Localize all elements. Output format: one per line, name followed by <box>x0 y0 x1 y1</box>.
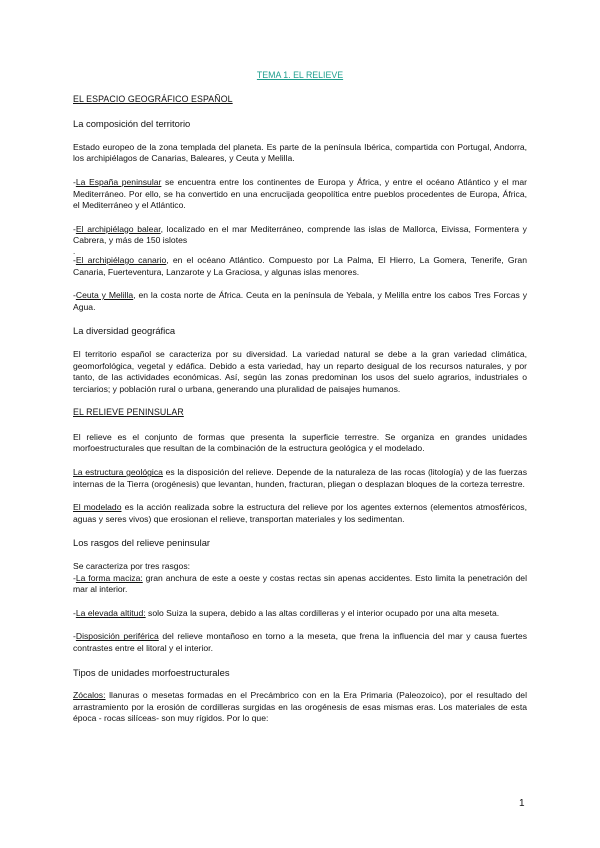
subheading-rasgos: Los rasgos del relieve peninsular <box>73 537 211 549</box>
paragraph-zocalos: Zócalos: llanuras o mesetas formadas en el Precámbrico con en la Era Primaria (Paleozoico), por el resultado del arrastramiento por la erosión de cordilleras surgidas en las orogénesis de esas mismas eras. Los materiales de esta época - rocas silíceas- son muy rígidos. Por lo que: <box>73 690 527 724</box>
paragraph-espana-peninsular: -La España peninsular se encuentra entre los continentes de Europa y África, y entre el océano Atlántico y el mar Mediterráneo. Por ello, se ha convertido en una encrucijada geopolítica entre pueblos procedentes de Europa, África, el Mediterráneo y el Atlántico. <box>73 176 527 211</box>
subheading-composicion: La composición del territorio <box>73 118 191 130</box>
term-ceuta-melilla: Ceuta y Melilla <box>75 290 134 301</box>
term-archipielago-balear: El archipiélago balear <box>75 223 161 234</box>
term-disposicion-periferica: Disposición periférica <box>75 631 159 642</box>
page-number: 1 <box>519 798 525 809</box>
term-estructura-geologica: La estructura geológica <box>73 467 163 478</box>
paragraph-ceuta-melilla: -Ceuta y Melilla, en la costa norte de África. Ceuta en la península de Yebala, y Melilla entre los cabos Tres Forcas y Agua. <box>73 290 528 312</box>
term-archipielago-canario: El archipiélago canario <box>75 254 167 265</box>
paragraph-diversidad: El territorio español se caracteriza por su diversidad. La variedad natural se debe a la gran variedad climática, geomorfológica, vegetal y edáfica. Debido a esta variedad, hay un reparto desigual de los recursos naturales, y por tanto, de las actividades económicas. Así, según las zonas predominan los usos del suelo agrarios, industriales o terciarios; y población rural o urbana, generando una pluralidad de paisajes humanos. <box>73 348 527 394</box>
section-heading-relieve: EL RELIEVE PENINSULAR <box>73 407 184 418</box>
term-zocalos: Zócalos: <box>73 690 106 701</box>
subheading-tipos: Tipos de unidades morfoestructurales <box>73 666 230 678</box>
paragraph-estructura: La estructura geológica es la disposición del relieve. Depende de la naturaleza de las rocas (litología) y de las fuerzas internas de la Tierra (orogénesis) que levantan, hunden, fracturan, pliegan o desplazan bloques de la corteza terrestre. <box>73 467 528 489</box>
paragraph-archipielago-canario: -El archipiélago canario, en el océano Atlántico. Compuesto por La Palma, El Hierro, La Gomera, Tenerife, Gran Canaria, Fuerteventura, Lanzarote y La Graciosa, y algunas islas menores. <box>73 254 527 277</box>
section-heading-espacio: EL ESPACIO GEOGRÁFICO ESPAÑOL <box>73 93 233 104</box>
paragraph-disposicion-periferica: -Disposición periférica del relieve montañoso en torno a la meseta, que frena la influencia del mar y causa fuertes contrastes entre el litoral y el interior. <box>73 631 527 653</box>
paragraph-modelado: El modelado es la acción realizada sobre la estructura del relieve por los agentes externos (elementos atmosféricos, aguas y seres vivos) que erosionan el relieve, transportan materiales y los sedimentan. <box>73 502 527 524</box>
term-modelado: El modelado <box>73 502 122 513</box>
paragraph-intro: Estado europeo de la zona templada del planeta. Es parte de la península Ibérica, compartida con Portugal, Andorra, los archipiélagos de Canarias, Baleares, y Ceuta y Melilla. <box>73 141 527 164</box>
document-title: TEMA 1. EL RELIEVE <box>256 70 344 80</box>
term-elevada-altitud: La elevada altitud: <box>75 607 146 618</box>
stray-dot: . <box>73 246 76 256</box>
term-espana-peninsular: La España peninsular <box>75 176 162 187</box>
term-forma-maciza: La forma maciza: <box>75 572 143 583</box>
paragraph-rasgos-intro: Se caracteriza por tres rasgos: -La forma maciza: gran anchura de este a oeste y costas rectas sin apenas accidentes. Esto limita la penetración del mar al interior. <box>73 561 527 595</box>
paragraph-elevada-altitud: -La elevada altitud: solo Suiza la supera, debido a las altas cordilleras y el interior ocupado por una alta meseta. <box>73 607 500 618</box>
subheading-diversidad: La diversidad geográfica <box>73 325 176 337</box>
paragraph-archipielago-balear: -El archipiélago balear, localizado en el mar Mediterráneo, comprende las islas de Mallorca, Eivissa, Formentera y Cabrera, y más de 150 islotes <box>73 223 527 246</box>
page-content <box>73 70 527 737</box>
paragraph-relieve-intro: El relieve es el conjunto de formas que presenta la superficie terrestre. Se organiza en grandes unidades morfoestructurales que resultan de la combinación de la estructura geológica y el modelado. <box>73 431 527 454</box>
